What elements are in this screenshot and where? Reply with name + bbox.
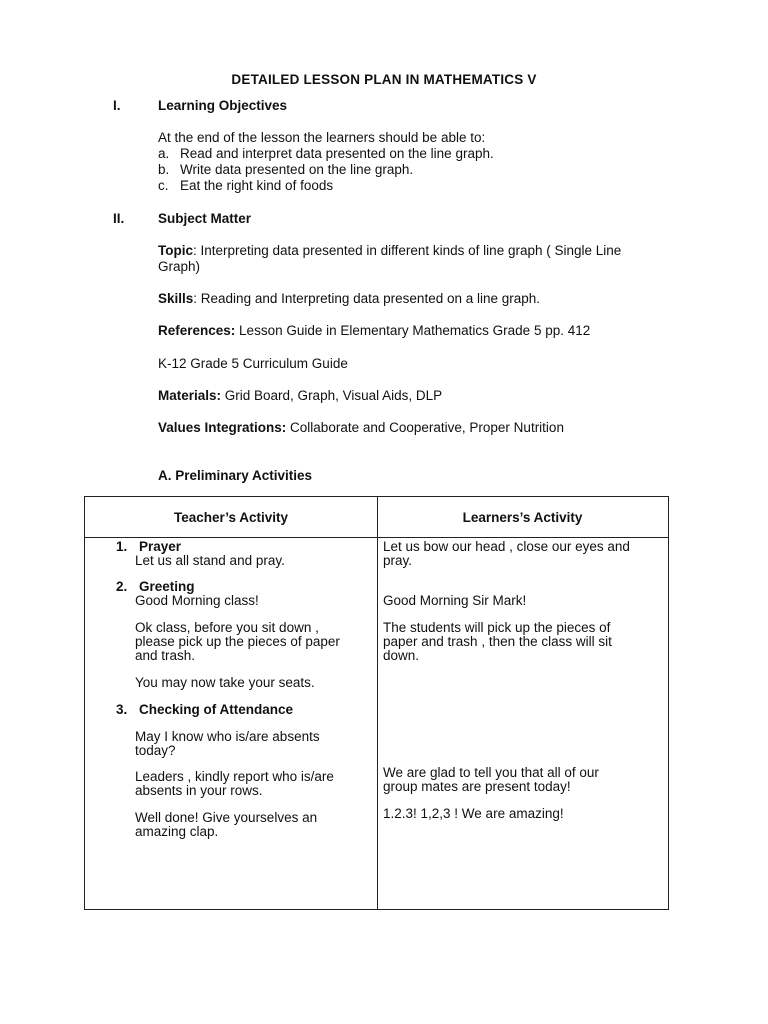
pickup-line-2: please pick up the pieces of paper (135, 634, 340, 649)
objective-text-b: Write data presented on the line graph. (180, 162, 414, 177)
activities-table (84, 496, 669, 910)
students-line-3: down. (383, 648, 420, 663)
materials-line (158, 388, 442, 404)
welldone-line-2: amazing clap. (135, 824, 219, 839)
welldone-line-1: Well done! Give yourselves an (135, 810, 318, 825)
objective-text-a: Read and interpret data presented on the line graph. (180, 146, 494, 161)
objective-marker-b: b. (158, 162, 170, 177)
skills-label: Skills (158, 291, 194, 306)
section-1-numeral: I. (113, 98, 121, 113)
leaders-line-2: absents in your rows. (135, 783, 263, 798)
absent-line-1: May I know who is/are absents (135, 729, 320, 744)
greeting-line: Good Morning class! (135, 593, 259, 608)
objectives-intro: At the end of the lesson the learners should be able to: (158, 130, 486, 145)
skills-line (158, 291, 540, 307)
materials-label: Materials: (158, 388, 222, 403)
greeting-heading: Greeting (139, 579, 195, 594)
attendance-number: 3. (116, 702, 128, 717)
materials-text: Grid Board, Graph, Visual Aids, DLP (221, 388, 443, 403)
curriculum-guide: K-12 Grade 5 Curriculum Guide (158, 356, 348, 371)
preliminary-heading: A. Preliminary Activities (158, 468, 313, 483)
section-2-numeral: II. (113, 211, 125, 226)
greet-response: Good Morning Sir Mark! (383, 593, 527, 608)
absent-line-2: today? (135, 743, 176, 758)
objective-text-c: Eat the right kind of foods (180, 178, 334, 193)
topic-label: Topic (158, 243, 193, 258)
bow-line-1: Let us bow our head , close our eyes and (383, 539, 630, 554)
teacher-activity-header: Teacher’s Activity (173, 510, 289, 525)
amazing-line: 1.2.3! 1,2,3 ! We are amazing! (383, 806, 564, 821)
attendance-heading: Checking of Attendance (139, 702, 294, 717)
glad-line-1: We are glad to tell you that all of our (383, 765, 599, 780)
leaders-line-1: Leaders , kindly report who is/are (135, 769, 334, 784)
topic-text-2: Graph) (158, 259, 201, 274)
topic-line-1 (158, 243, 621, 259)
section-1-heading: Learning Objectives (158, 98, 288, 113)
references-label: References: (158, 323, 236, 338)
prayer-line: Let us all stand and pray. (135, 553, 285, 568)
document-title: DETAILED LESSON PLAN IN MATHEMATICS V (231, 72, 537, 87)
topic-text-1: : Interpreting data presented in different kinds of line graph ( Single Line (193, 243, 622, 258)
objective-marker-c: c. (158, 178, 169, 193)
prayer-heading: Prayer (139, 539, 182, 554)
references-line (158, 323, 590, 339)
section-2-heading: Subject Matter (158, 211, 252, 226)
objective-marker-a: a. (158, 146, 170, 161)
students-line-2: paper and trash , then the class will sit (383, 634, 612, 649)
prayer-number: 1. (116, 539, 128, 554)
skills-text: : Reading and Interpreting data presented on a line graph. (193, 291, 541, 306)
values-label: Values Integrations: (158, 420, 287, 435)
values-line (158, 420, 564, 436)
table-header-divider (85, 537, 668, 538)
greeting-number: 2. (116, 579, 128, 594)
learner-activity-header: Learners’s Activity (462, 510, 583, 525)
seats-line: You may now take your seats. (135, 675, 315, 690)
glad-line-2: group mates are present today! (383, 779, 571, 794)
values-text: Collaborate and Cooperative, Proper Nutrition (286, 420, 564, 435)
pickup-line-3: and trash. (135, 648, 196, 663)
table-column-divider (377, 497, 378, 909)
students-line-1: The students will pick up the pieces of (383, 620, 611, 635)
bow-line-2: pray. (383, 553, 413, 568)
pickup-line-1: Ok class, before you sit down , (135, 620, 319, 635)
references-text: Lesson Guide in Elementary Mathematics Grade 5 pp. 412 (235, 323, 591, 338)
